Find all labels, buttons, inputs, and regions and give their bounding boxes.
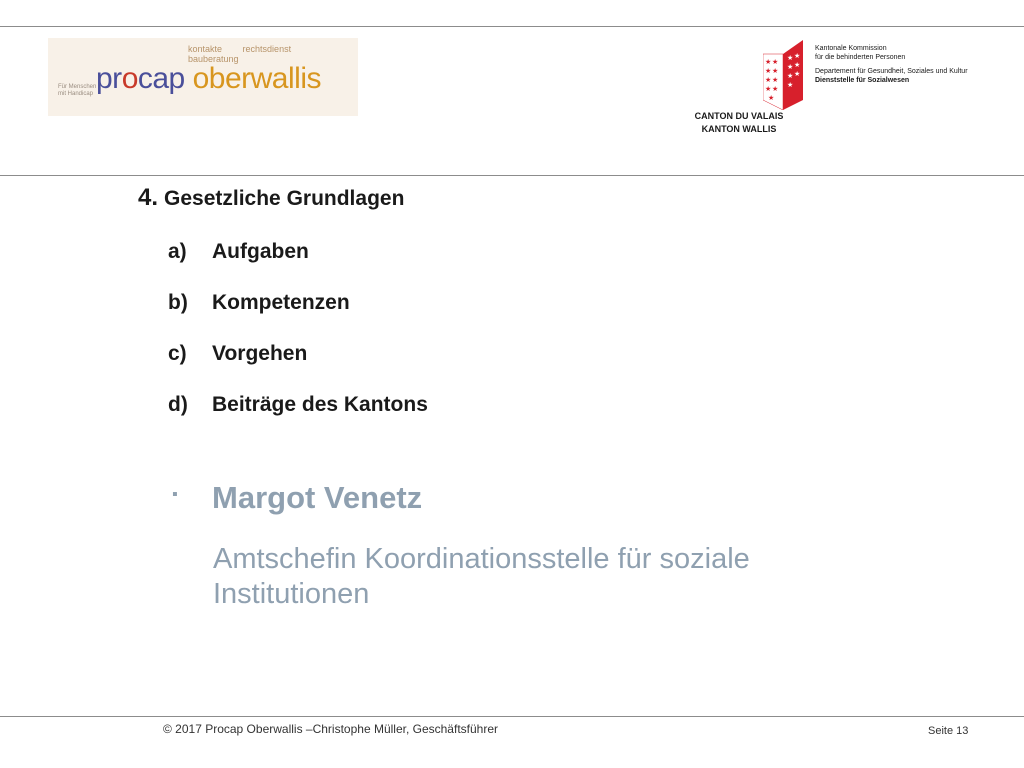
commission-line-2: für die behinderten Personen [815, 54, 906, 61]
list-item [168, 240, 428, 291]
service-name: Dienststelle für Sozialwesen [815, 77, 910, 84]
list-marker: b) [168, 291, 188, 314]
svg-text:★: ★ [794, 70, 801, 78]
procap-wordmark-o: o [121, 62, 138, 95]
section-heading [138, 184, 404, 212]
list-item-label: Kompetenzen [212, 291, 350, 314]
header-bottom-rule [0, 175, 1024, 176]
list-item-label: Vorgehen [212, 342, 308, 365]
list-marker: d) [168, 393, 188, 416]
svg-text:★: ★ [765, 58, 772, 66]
svg-text:★: ★ [772, 76, 779, 84]
procap-logo [48, 38, 358, 116]
procap-side-text [58, 84, 96, 98]
procap-wordmark-pro: pr [96, 62, 122, 95]
svg-text:★: ★ [787, 63, 794, 71]
department-name: Departement für Gesundheit, Soziales und Kultur [815, 68, 968, 75]
svg-text:★: ★ [765, 67, 772, 75]
svg-text:★: ★ [794, 52, 801, 60]
procap-nav-item-bauberatung: bauberatung [188, 54, 239, 64]
svg-text:★: ★ [765, 85, 772, 93]
page-number: Seite 13 [928, 725, 969, 737]
canton-name-fr: CANTON DU VALAIS [694, 111, 784, 121]
procap-nav [188, 44, 358, 64]
svg-text:★: ★ [787, 81, 794, 89]
list-marker: c) [168, 342, 187, 365]
list-item-label: Aufgaben [212, 240, 309, 263]
canton-name-de: KANTON WALLIS [701, 124, 777, 134]
footer-rule [0, 716, 1024, 717]
person-role: Amtschefin Koordinationsstelle für soziale Institutionen [213, 543, 750, 610]
procap-side-line-1: Für Menschen [58, 84, 97, 90]
svg-text:★: ★ [768, 94, 775, 102]
canton-name [689, 110, 789, 136]
footer-copyright: © 2017 Procap Oberwallis –Christophe Müller, Geschäftsführer [163, 722, 498, 736]
procap-wordmark [96, 62, 321, 96]
section-title: Gesetzliche Grundlagen [164, 187, 405, 210]
svg-text:★: ★ [787, 54, 794, 62]
procap-nav-item-kontakte: kontakte [188, 44, 223, 54]
svg-text:★: ★ [772, 67, 779, 75]
procap-side-line-2: mit Handicap [58, 91, 94, 97]
procap-wordmark-cap: cap [137, 62, 185, 95]
svg-text:★: ★ [765, 76, 772, 84]
svg-text:★: ★ [787, 72, 794, 80]
square-bullet-icon: ▪ [172, 486, 178, 503]
topic-list [168, 240, 428, 444]
person-name: Margot Venetz [212, 480, 423, 515]
procap-wordmark-region: oberwallis [192, 62, 321, 95]
svg-text:★: ★ [772, 58, 779, 66]
canton-commission-block [815, 44, 968, 85]
list-item-label: Beiträge des Kantons [212, 393, 428, 416]
svg-text:★: ★ [794, 61, 801, 69]
list-marker: a) [168, 240, 187, 263]
svg-text:★: ★ [772, 85, 779, 93]
section-number: 4. [138, 184, 159, 211]
valais-coat-of-arms-icon [763, 40, 805, 110]
list-item [168, 291, 428, 342]
procap-nav-item-rechtsdienst: rechtsdienst [242, 44, 292, 54]
header-top-rule [0, 26, 1024, 27]
list-item [168, 342, 428, 393]
list-item [168, 393, 428, 444]
commission-line-1: Kantonale Kommission [815, 45, 887, 52]
